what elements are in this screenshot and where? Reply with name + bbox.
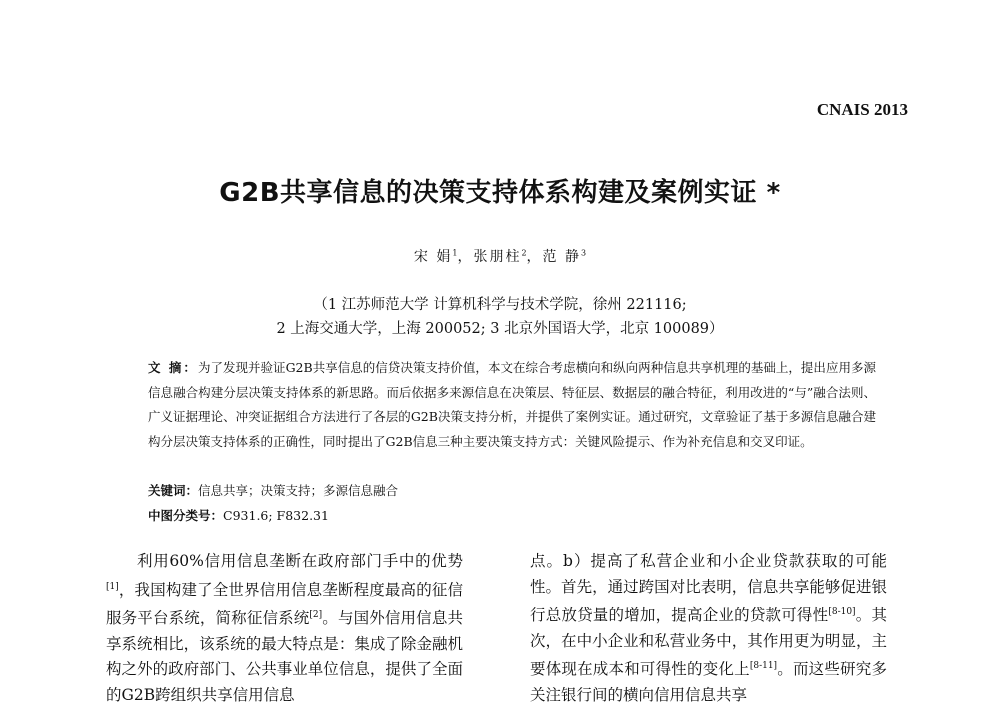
body-text: 利用60%信用信息垄断在政府部门手中的优势 bbox=[137, 552, 463, 570]
author-affil-mark: 2 bbox=[521, 248, 527, 258]
affiliation-line: 2 上海交通大学，上海 200052; 3 北京外国语大学，北京 100089） bbox=[276, 321, 724, 337]
body-text: 。而这些研究多关注银行间的横向信用信息共享 bbox=[530, 660, 887, 704]
classification-text: C931.6; F832.31 bbox=[223, 508, 329, 523]
body-paragraph bbox=[530, 549, 887, 708]
author-affil-mark: 3 bbox=[581, 248, 587, 258]
paper-title: G2B共享信息的决策支持体系构建及案例实证 * bbox=[219, 178, 781, 208]
abstract-label: 文 摘： bbox=[148, 360, 198, 375]
body-text: ，我国构建了全世界信用信息垄断程度最高的征信服务平台系统，简称征信系统 bbox=[106, 580, 463, 628]
classification-label: 中图分类号： bbox=[148, 508, 224, 523]
body-paragraph bbox=[106, 549, 463, 708]
citation-ref: [1] bbox=[106, 581, 119, 592]
affiliation-line: （1 江苏师范大学 计算机科学与技术学院，徐州 221116; bbox=[313, 297, 687, 313]
author-name: 张朋柱 bbox=[473, 249, 522, 265]
keywords bbox=[148, 481, 398, 499]
body-text: 点。b）提高了私营企业和小企业贷款获取的可能性。首先，通过跨国对比表明，信息共享能够促进银行总放贷量的增加，提高企业的贷款可得性 bbox=[530, 552, 887, 625]
body-text: 。其次，在中小企业和私营业务中，其作用更为明显，主要体现在成本和可得性的变化上 bbox=[530, 606, 887, 679]
citation-ref: [8-10] bbox=[828, 607, 856, 617]
author-separator: ， bbox=[457, 249, 474, 265]
author-name: 宋 娟 bbox=[413, 249, 453, 265]
author-name: 范 静 bbox=[542, 249, 581, 265]
keywords-text: 信息共享；决策支持；多源信息融合 bbox=[198, 483, 399, 498]
abstract-text: 为了发现并验证G2B共享信息的信贷决策支持价值，本文在综合考虑横向和纵向两种信息共享机理的基础上，提出应用多源信息融合构建分层决策支持体系的新思路。而后依据多来源信息在决策层、特征层、数据层的融合特征，利用改进的“与”融合法则、广义证据理论、冲突证据组合方法进行了各层的G2B决策支持分析，并提供了案例实证。通过研究，文章验证了基于多源信息融合建构分层决策支持体系的正确性，同时提出了G2B信息三种主要决策支持方式：关键风险提示、作为补充信息和交叉印证。 bbox=[148, 360, 876, 449]
body-text: 。与国外信用信息共享系统相比，该系统的最大特点是：集成了除金融机构之外的政府部门、公共事业单位信息，提供了全面的G2B跨组织共享信用信息 bbox=[106, 609, 463, 704]
author-affil-mark: 1 bbox=[452, 248, 458, 258]
conference-tag: CNAIS 2013 bbox=[816, 100, 908, 119]
keywords-label: 关键词： bbox=[148, 483, 199, 498]
author-separator: ， bbox=[526, 249, 543, 265]
abstract bbox=[148, 356, 876, 454]
classification bbox=[148, 506, 329, 524]
citation-ref: [2] bbox=[309, 610, 323, 621]
body-column-left bbox=[106, 549, 463, 708]
citation-ref: [8-11] bbox=[749, 661, 778, 672]
body-column-right bbox=[530, 549, 887, 708]
author-list bbox=[0, 246, 1000, 266]
